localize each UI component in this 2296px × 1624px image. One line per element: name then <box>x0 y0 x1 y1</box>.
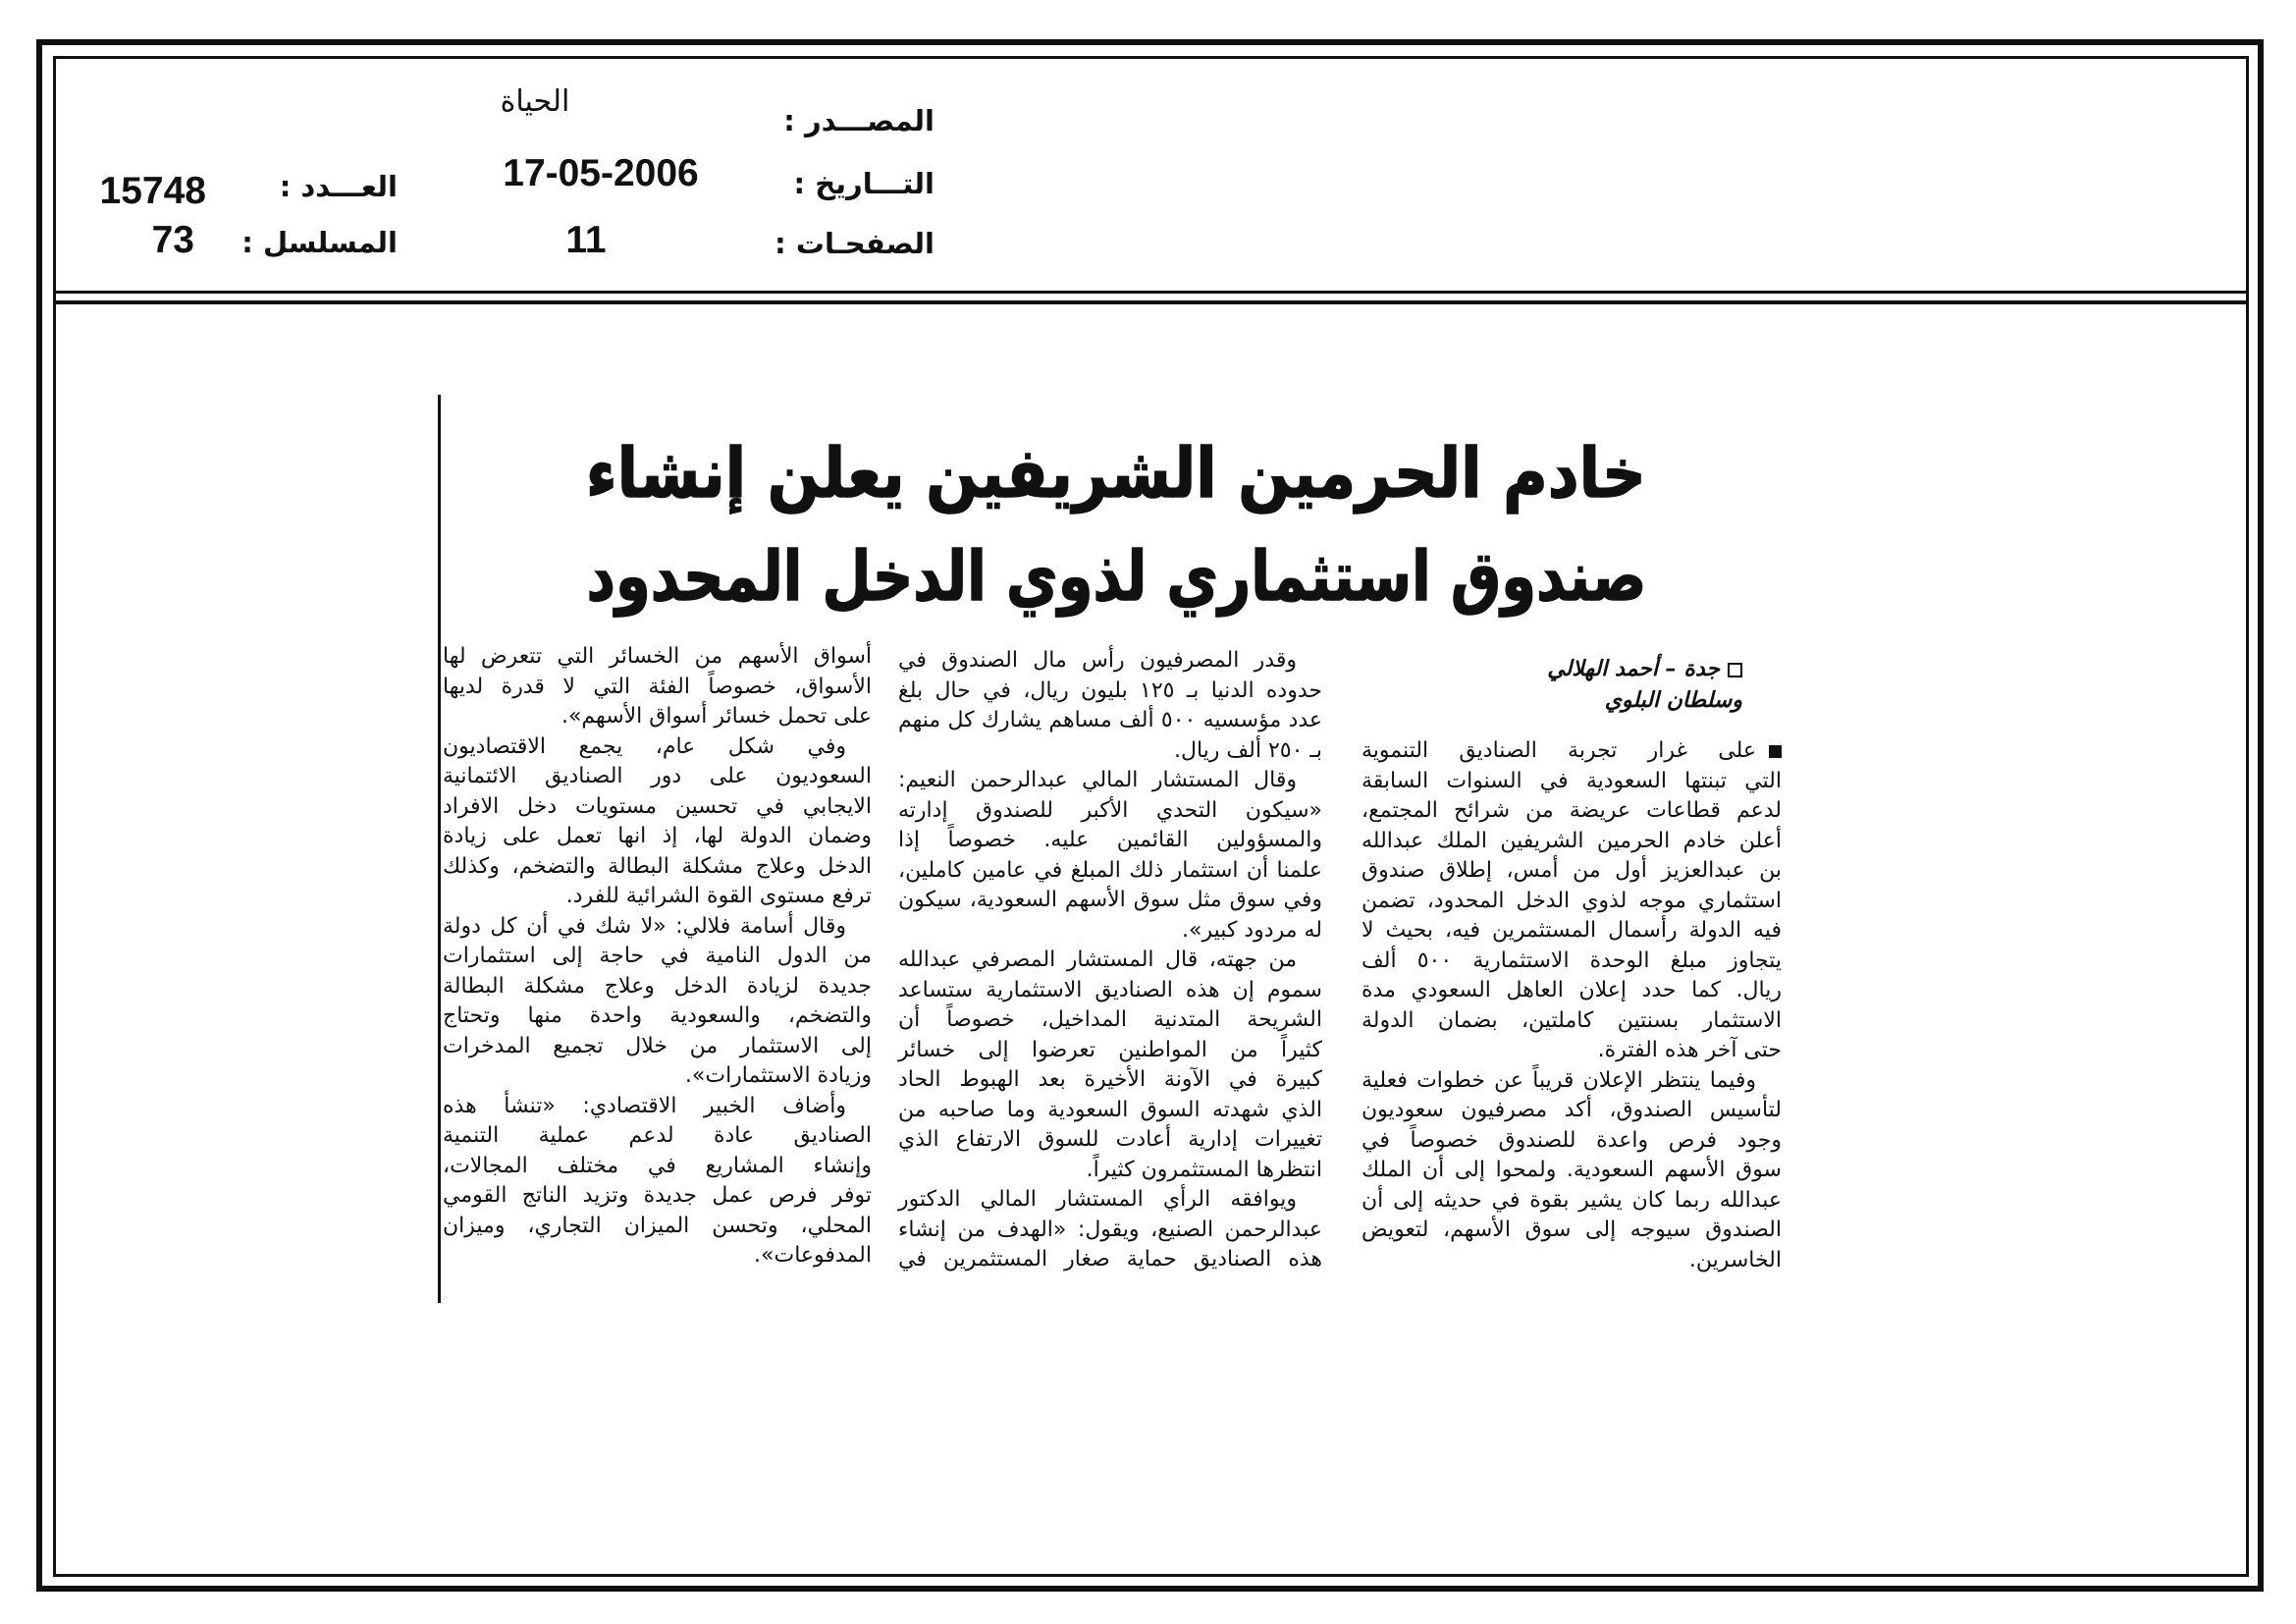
text-line: الايجابي في تحسين مستويات دخل الافراد <box>443 793 872 819</box>
text-line: الذي شهدته السوق السعودية وما صاحبه من <box>898 1097 1322 1122</box>
article-column-3 <box>443 642 872 1272</box>
headline-line-2 <box>586 525 1646 628</box>
paragraph <box>443 642 872 732</box>
pages-value: 11 <box>565 219 607 261</box>
text-line: وفي شكل عام، يجمع الاقتصاديون <box>443 733 846 759</box>
text-line: والمسؤولين القائمين عليه. خصوصاً إذا <box>898 828 1322 852</box>
text-line: لدعم قطاعات عريضة من شرائح المجتمع، <box>1362 798 1782 823</box>
text-line: الأسواق، خصوصاً الفئة التي لا قدرة لديها <box>443 674 872 699</box>
date-value: 17-05-2006 <box>503 152 699 194</box>
hollow-square-icon <box>1728 663 1742 677</box>
filled-square-icon <box>1769 745 1782 758</box>
text-line: بن عبدالعزيز أول من أمس، إطلاق صندوق <box>1362 858 1782 883</box>
text-line: من جهته، قال المستشار المصرفي عبدالله <box>898 947 1297 972</box>
text-line: وقال أسامة فلالي: «لا شك في أن كل دولة <box>443 913 846 939</box>
paragraph <box>898 1185 1322 1275</box>
paragraph <box>443 732 872 912</box>
issue-label: العـــدد : <box>279 170 398 203</box>
text-line: المدفوعات». <box>754 1243 872 1268</box>
text-line: السعوديون على دور الصناديق الائتمانية <box>443 764 872 788</box>
text-line: «سيكون التحدي الأكبر للصندوق إدارته <box>898 797 1322 823</box>
text-line: علمنا أن استثمار ذلك المبلغ في عامين كاملين، <box>898 857 1322 883</box>
serial-label: المسلسل : <box>241 226 398 259</box>
text-line: على تحمل خسائر أسواق الأسهم». <box>561 704 872 729</box>
text-line: التي تبنتها السعودية في السنوات السابقة <box>1362 768 1782 793</box>
text-line: هذه الصناديق حماية صغار المستثمرين في <box>898 1247 1322 1272</box>
text-line: له مردود كبير». <box>1182 917 1322 943</box>
text-line: ويوافقه الرأي المستشار المالي الدكتور <box>898 1187 1297 1212</box>
paragraph <box>898 646 1322 766</box>
headline-line-1 <box>586 422 1646 525</box>
text-line: استثماري موجه لذوي الدخل المحدود، تضمن <box>1362 888 1782 913</box>
paragraph <box>1362 736 1782 1066</box>
issue-value: 15748 <box>99 170 206 212</box>
paragraph <box>443 912 872 1092</box>
text-line: عدد مؤسسيه ٥٠٠ ألف مساهم يشارك كل منهم <box>898 708 1322 732</box>
text-line: فيه الدولة رأسمال المستثمرين فيه، بحيث لا <box>1362 918 1782 943</box>
text-line: تغييرات إدارية أعادت للسوق الارتفاع الذي <box>898 1127 1322 1152</box>
text-line: وقدر المصرفيون رأس مال الصندوق في <box>898 648 1297 673</box>
paragraph <box>898 946 1322 1185</box>
text-line: سوق الأسهم السعودية. ولمحوا إلى أن الملك <box>1362 1158 1782 1182</box>
header-divider-top <box>53 291 2249 294</box>
article-column-1 <box>1362 736 1782 1275</box>
byline-line-2 <box>1409 685 1742 717</box>
source-value: الحياة <box>500 84 570 119</box>
text-line: ريال. كما حدد إعلان العاهل السعودي مدة <box>1362 978 1782 1002</box>
text-line: يتجاوز مبلغ الوحدة الاستثمارية ٥٠٠ ألف <box>1362 947 1782 973</box>
text-line: جديدة لزيادة الدخل وعلاج مشكلة البطالة <box>443 973 872 999</box>
text-line: سموم إن هذه الصناديق الاستثمارية ستساعد <box>898 977 1322 1002</box>
byline-author-1: جدة – أحمد الهلالي <box>1547 657 1720 681</box>
serial-value: 73 <box>151 219 194 261</box>
text-line: إلى الاستثمار من خلال تجميع المدخرات <box>443 1033 872 1058</box>
text-line: أعلن خادم الحرمين الشريفين الملك عبدالله <box>1362 828 1782 853</box>
text-line: وضمان الدولة لها، إذ انها تعمل على زيادة <box>443 824 872 848</box>
text-line: الدخل وعلاج مشكلة البطالة والتضخم، وكذلك <box>443 853 872 879</box>
text-line: والتضخم، والسعودية واحدة منها وتحتاج <box>443 1003 872 1028</box>
text-line: انتظرها المستثمرون كثيراً. <box>1086 1157 1322 1182</box>
text-line: لتأسيس الصندوق، أكد مصرفيون سعوديون <box>1362 1098 1782 1122</box>
text-line: الاستثمار بسنتين كاملتين، بضمان الدولة <box>1362 1007 1782 1033</box>
text-line: وفي سوق مثل سوق الأسهم السعودية، سيكون <box>898 888 1322 912</box>
text-line: عبدالله ربما كان يشير بقوة في حديثه إلى أن <box>1362 1187 1782 1213</box>
text-line: الخاسرين. <box>1688 1247 1782 1272</box>
text-line: وأضاف الخبير الاقتصادي: «تنشأ هذه <box>443 1093 846 1118</box>
text-line: حتى آخر هذه الفترة. <box>1597 1038 1782 1062</box>
text-line: الصندوق سيوجه إلى سوق الأسهم، لتعويض <box>1362 1218 1782 1242</box>
text-line: على غرار تجربة الصناديق التنموية <box>1362 738 1756 763</box>
text-line: بـ ٢٥٠ ألف ريال. <box>1173 737 1322 763</box>
headline-line-2-text: صندوق استثماري لذوي الدخل المحدود <box>586 536 1646 617</box>
text-line: كبيرة في الآونة الأخيرة بعد الهبوط الحاد <box>898 1067 1322 1092</box>
byline <box>1409 654 1742 717</box>
text-line: وفيما ينتظر الإعلان قريباً عن خطوات فعلية <box>1362 1067 1756 1093</box>
text-line: عبدالرحمن الصنيع، ويقول: «الهدف من إنشاء <box>898 1217 1322 1242</box>
paragraph <box>1362 1066 1782 1276</box>
text-line: توفر فرص عمل جديدة وتزيد الناتج القومي <box>443 1183 872 1208</box>
text-line: وإنشاء المشاريع في مختلف المجالات، <box>443 1153 872 1178</box>
text-line: وزيادة الاستثمارات». <box>684 1063 872 1088</box>
byline-author-2: وسلطان البلوي <box>1604 688 1742 713</box>
text-line: الشريحة المتدنية المداخيل، خصوصاً أن <box>898 1007 1322 1032</box>
text-line: وقال المستشار المالي عبدالرحمن النعيم: <box>898 768 1297 792</box>
text-line: حدوده الدنيا بـ ١٢٥ بليون ريال، في حال بلغ <box>898 677 1322 703</box>
paragraph <box>898 766 1322 946</box>
text-line: كثيراً من المواطنين تعرضوا إلى خسائر <box>898 1037 1322 1062</box>
text-line: المحلي، وتحسن الميزان التجاري، وميزان <box>443 1213 872 1238</box>
header-divider-bottom <box>53 300 2249 304</box>
text-line: ترفع مستوى القوة الشرائية للفرد. <box>565 884 872 908</box>
pages-label: الصفحـات : <box>774 227 934 260</box>
byline-line-1 <box>1409 654 1742 685</box>
text-line: وجود فرص واعدة للصندوق خصوصاً في <box>1362 1127 1782 1153</box>
date-label: التـــاريخ : <box>793 167 934 200</box>
headline-line-1-text: خادم الحرمين الشريفين يعلن إنشاء <box>586 433 1646 514</box>
source-label: المصـــدر : <box>783 104 934 137</box>
text-line: من الدول النامية في حاجة إلى استثمارات <box>443 944 872 968</box>
paragraph <box>443 1092 872 1272</box>
article-column-2 <box>898 646 1322 1275</box>
text-line: أسواق الأسهم من الخسائر التي تتعرض لها <box>443 644 872 669</box>
headline <box>586 422 1646 628</box>
text-line: الصناديق عادة لدعم عملية التنمية <box>443 1123 872 1148</box>
